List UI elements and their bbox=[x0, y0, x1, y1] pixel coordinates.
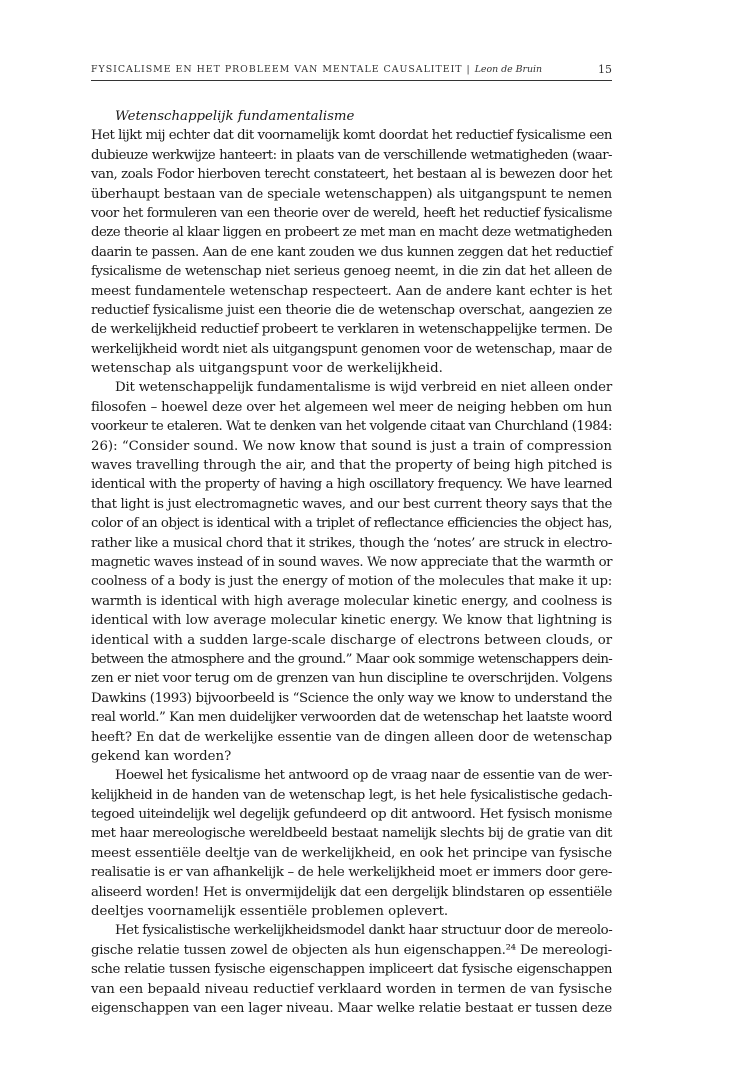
text-line: magnetic waves instead of in sound waves. We now appreciate that the warmth or bbox=[91, 554, 613, 570]
section-heading: Wetenschappelijk fundamentalisme bbox=[115, 109, 355, 124]
text-line: van, zoals Fodor hierboven terecht constateert, het bestaan al is bewezen door het bbox=[91, 167, 612, 183]
text-line: gische relatie tussen zowel de objecten als hun eigenschappen.²⁴ De mereologi- bbox=[91, 942, 612, 958]
text-line: real world.” Kan men duidelijker verwoorden dat de wetenschap het laatste woord bbox=[91, 710, 612, 726]
text-line: identical with low average molecular kinetic energy. We know that lightning is bbox=[91, 613, 612, 629]
text-line: waves travelling through the air, and that the property of being high pitched is bbox=[91, 458, 612, 474]
text-line: voor het formuleren van een theorie over de wereld, heeft het reductief fysicalisme bbox=[91, 205, 612, 221]
text-line: fysicalisme de wetenschap niet serieus genoeg neemt, in die zin dat het alleen de bbox=[91, 264, 612, 280]
text-line: voorkeur te etaleren. Wat te denken van het volgende citaat van Churchland (1984: bbox=[91, 419, 612, 435]
author-name: Leon de Bruin bbox=[474, 64, 543, 75]
text-line: between the atmosphere and the ground.” Maar ook sommige wetenschappers dein- bbox=[91, 651, 612, 667]
text-line: coolness of a body is just the energy of motion of the molecules that make it up: bbox=[91, 574, 612, 590]
text-line: eigenschappen van een lager niveau. Maar welke relatie bestaat er tussen deze bbox=[91, 1000, 612, 1016]
text-line: 26): “Consider sound. We now know that sound is just a train of compression bbox=[91, 438, 612, 454]
running-title-text: FYSICALISME EN HET PROBLEEM VAN MENTALE CAUSALITEIT | bbox=[91, 64, 471, 75]
text-line: de werkelijkheid reductief probeert te verklaren in wetenschappelijke termen. De bbox=[91, 322, 613, 338]
text-line: heeft? En dat de werkelijke essentie van de dingen alleen door de wetenschap bbox=[91, 729, 612, 745]
running-title bbox=[91, 64, 542, 75]
text-line: van een bepaald niveau reductief verklaard worden in termen de van fysische bbox=[91, 981, 612, 997]
text-line: Dit wetenschappelijk fundamentalisme is wijd verbreid en niet alleen onder bbox=[115, 380, 612, 396]
text-line: überhaupt bestaan van de speciale wetenschappen) als uitgangspunt te nemen bbox=[91, 186, 612, 202]
text-line: Hoewel het fysicalisme het antwoord op de vraag naar de essentie van de wer- bbox=[115, 768, 612, 784]
text-line: aliseerd worden! Het is onvermijdelijk dat een dergelijk blindstaren op essentiële bbox=[91, 884, 612, 900]
text-line: deeltjes voornamelijk essentiële problemen oplevert. bbox=[91, 904, 449, 920]
text-line: daarin te passen. Aan de ene kant zouden we dus kunnen zeggen dat het reductief bbox=[91, 244, 612, 260]
text-line: realisatie is er van afhankelijk – de hele werkelijkheid moet er immers door gere- bbox=[91, 865, 612, 881]
text-line: identical with a sudden large-scale discharge of electrons between clouds, or bbox=[91, 632, 612, 648]
text-line: Dawkins (1993) bijvoorbeeld is “Science the only way we know to understand the bbox=[91, 690, 612, 706]
text-line: that light is just electromagnetic waves, and our best current theory says that the bbox=[91, 496, 612, 512]
text-line: Het fysicalistische werkelijkheidsmodel dankt haar structuur door de mereolo- bbox=[115, 923, 613, 939]
text-line: kelijkheid in de handen van de wetenschap legt, is het hele fysicalistische gedach- bbox=[91, 787, 612, 803]
text-line: Het lijkt mij echter dat dit voornamelijk komt doordat het reductief fysicalisme een bbox=[91, 128, 612, 144]
running-header bbox=[91, 62, 612, 81]
text-line: dubieuze werkwijze hanteert: in plaats van de verschillende wetmatigheden (waar- bbox=[91, 147, 612, 163]
text-line: werkelijkheid wordt niet als uitgangspunt genomen voor de wetenschap, maar de bbox=[91, 341, 612, 357]
text-line: meest fundamentele wetenschap respecteert. Aan de andere kant echter is het bbox=[91, 283, 612, 299]
text-line: wetenschap als uitgangspunt voor de werkelijkheid. bbox=[91, 361, 443, 377]
text-line: reductief fysicalisme juist een theorie die de wetenschap overschat, aangezien ze bbox=[91, 302, 612, 318]
text-line: meest essentiële deeltje van de werkelijkheid, en ook het principe van fysische bbox=[91, 845, 612, 861]
page-number: 15 bbox=[598, 63, 612, 76]
text-line: met haar mereologische wereldbeeld bestaat namelijk slechts bij de gratie van dit bbox=[91, 826, 612, 842]
text-line: filosofen – hoewel deze over het algemeen wel meer de neiging hebben om hun bbox=[91, 399, 612, 415]
text-line: rather like a musical chord that it strikes, though the ‘notes’ are struck in electro- bbox=[91, 535, 612, 551]
text-line: deze theorie al klaar liggen en probeert ze met man en macht deze wetmatigheden bbox=[91, 225, 612, 241]
text-line: sche relatie tussen fysische eigenschappen impliceert dat fysische eigenschappen bbox=[91, 962, 612, 978]
text-line: tegoed uiteindelijk wel degelijk gefundeerd op dit antwoord. Het fysisch monisme bbox=[91, 807, 612, 823]
text-line: color of an object is identical with a triplet of reflectance efficiencies the object has, bbox=[91, 516, 612, 532]
text-line: zen er niet voor terug om de grenzen van hun discipline te overschrijden. Volgens bbox=[91, 671, 613, 687]
text-line: gekend kan worden? bbox=[91, 748, 232, 764]
text-line: identical with the property of having a high oscillatory frequency. We have learned bbox=[91, 477, 612, 493]
text-line: warmth is identical with high average molecular kinetic energy, and coolness is bbox=[91, 593, 612, 609]
body-text bbox=[91, 107, 612, 1018]
